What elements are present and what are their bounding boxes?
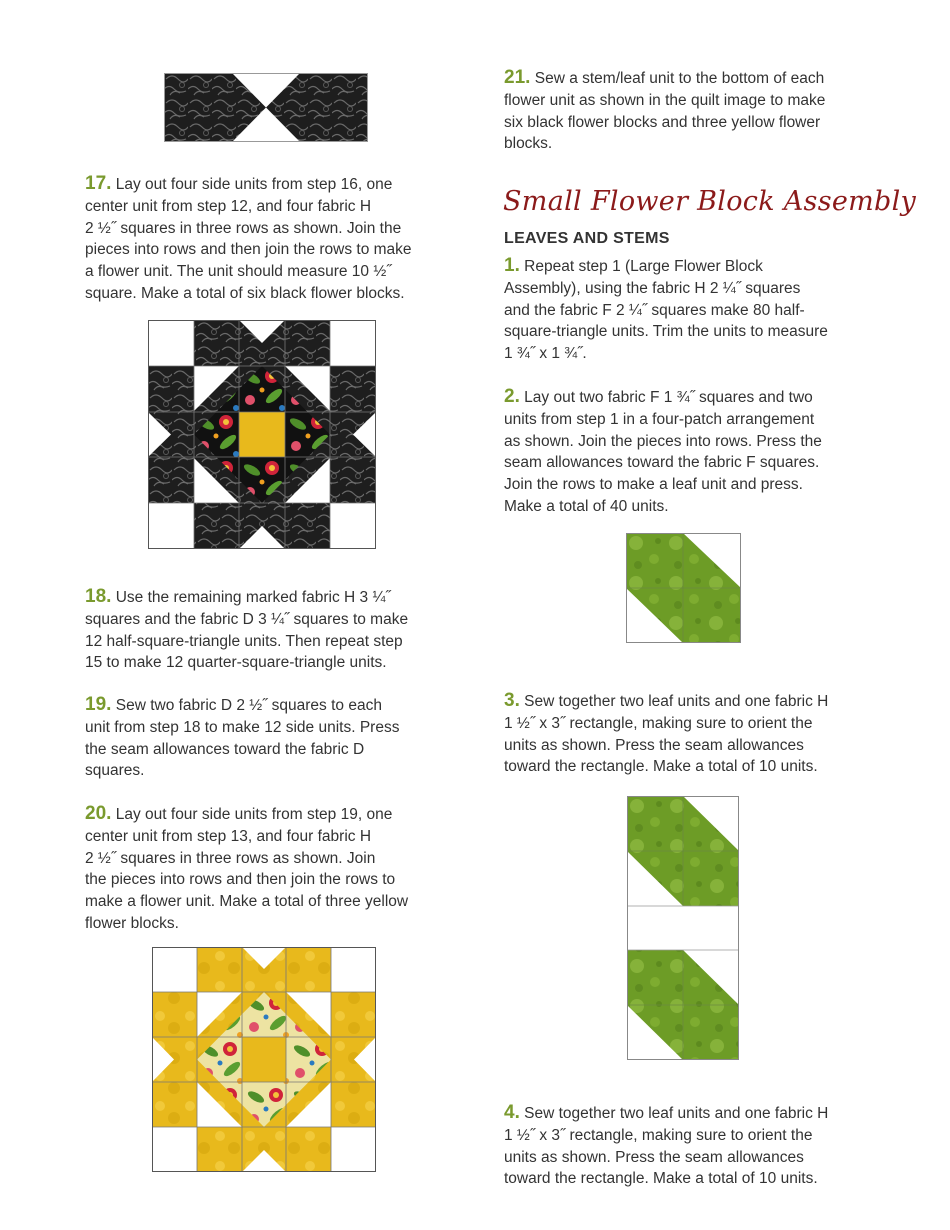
step-number: 20. (85, 803, 112, 824)
step-number: 3. (504, 690, 520, 711)
small-step-4: 4. Sew together two leaf units and one fabric H 1 ½˝ x 3˝ rectangle, making sure to orient the units as shown. Press the seam allowances toward the rectangle. Make a total of 10 units. (504, 1102, 829, 1188)
step-18: 18. Use the remaining marked fabric H 3 ¼˝ squares and the fabric D 3 ¼˝ squares to make 12 half-square-triangle units. Then repeat step 15 to make 12 quarter-square-triangle units. (85, 586, 409, 672)
subhead-leaves-and-stems: LEAVES AND STEMS (504, 230, 670, 247)
step-number: 21. (504, 67, 531, 88)
step-number: 2. (504, 386, 520, 407)
small-step-2: 2. Lay out two fabric F 1 ¾˝ squares and two units from step 1 in a four-patch arrangement as shown. Join the pieces into rows. Press the seam allowances toward the fabric F squares. Join the rows to make a leaf unit and press. Make a total of 40 units. (504, 386, 822, 515)
small-step-3: 3. Sew together two leaf units and one fabric H 1 ½˝ x 3˝ rectangle, making sure to orient the units as shown. Press the seam allowances toward the rectangle. Make a total of 10 units. (504, 690, 829, 776)
step-number: 1. (504, 255, 520, 276)
step-17: 17. Lay out four side units from step 16, one center unit from step 12, and four fabric H 2 ½˝ squares in three rows as shown. Join the pieces into rows and then join the rows to make a flower unit. The unit should measure 10 ½˝ square. Make a total of six black flower blocks. (85, 173, 412, 302)
step-number: 18. (85, 586, 112, 607)
step-number: 19. (85, 694, 112, 715)
section-title: Small Flower Block Assembly (503, 186, 917, 217)
small-step-1: 1. Repeat step 1 (Large Flower Block Assembly), using the fabric H 2 ¼˝ squares and the fabric F 2 ¼˝ squares make 80 half- square-triangle units. Trim the units to measure 1 ¾˝ x 1 ¾˝. (504, 255, 828, 363)
stem-leaf-unit-figure (627, 796, 739, 1060)
step-19: 19. Sew two fabric D 2 ½˝ squares to each unit from step 18 to make 12 side units. Press the seam allowances toward the fabric D squares. (85, 694, 400, 780)
step-21: 21. Sew a stem/leaf unit to the bottom of each flower unit as shown in the quilt image to make six black flower blocks and three yellow flower blocks. (504, 67, 826, 153)
side-unit-figure (164, 73, 368, 142)
black-flower-block-figure (148, 320, 376, 549)
step-number: 4. (504, 1102, 520, 1123)
step-20: 20. Lay out four side units from step 19, one center unit from step 13, and four fabric H 2 ½˝ squares in three rows as shown. Join the pieces into rows and then join the rows to make a flower unit. Make a total of three yellow flower blocks. (85, 803, 409, 932)
leaf-unit-figure (626, 533, 741, 643)
yellow-flower-block-figure (152, 947, 376, 1172)
step-number: 17. (85, 173, 112, 194)
